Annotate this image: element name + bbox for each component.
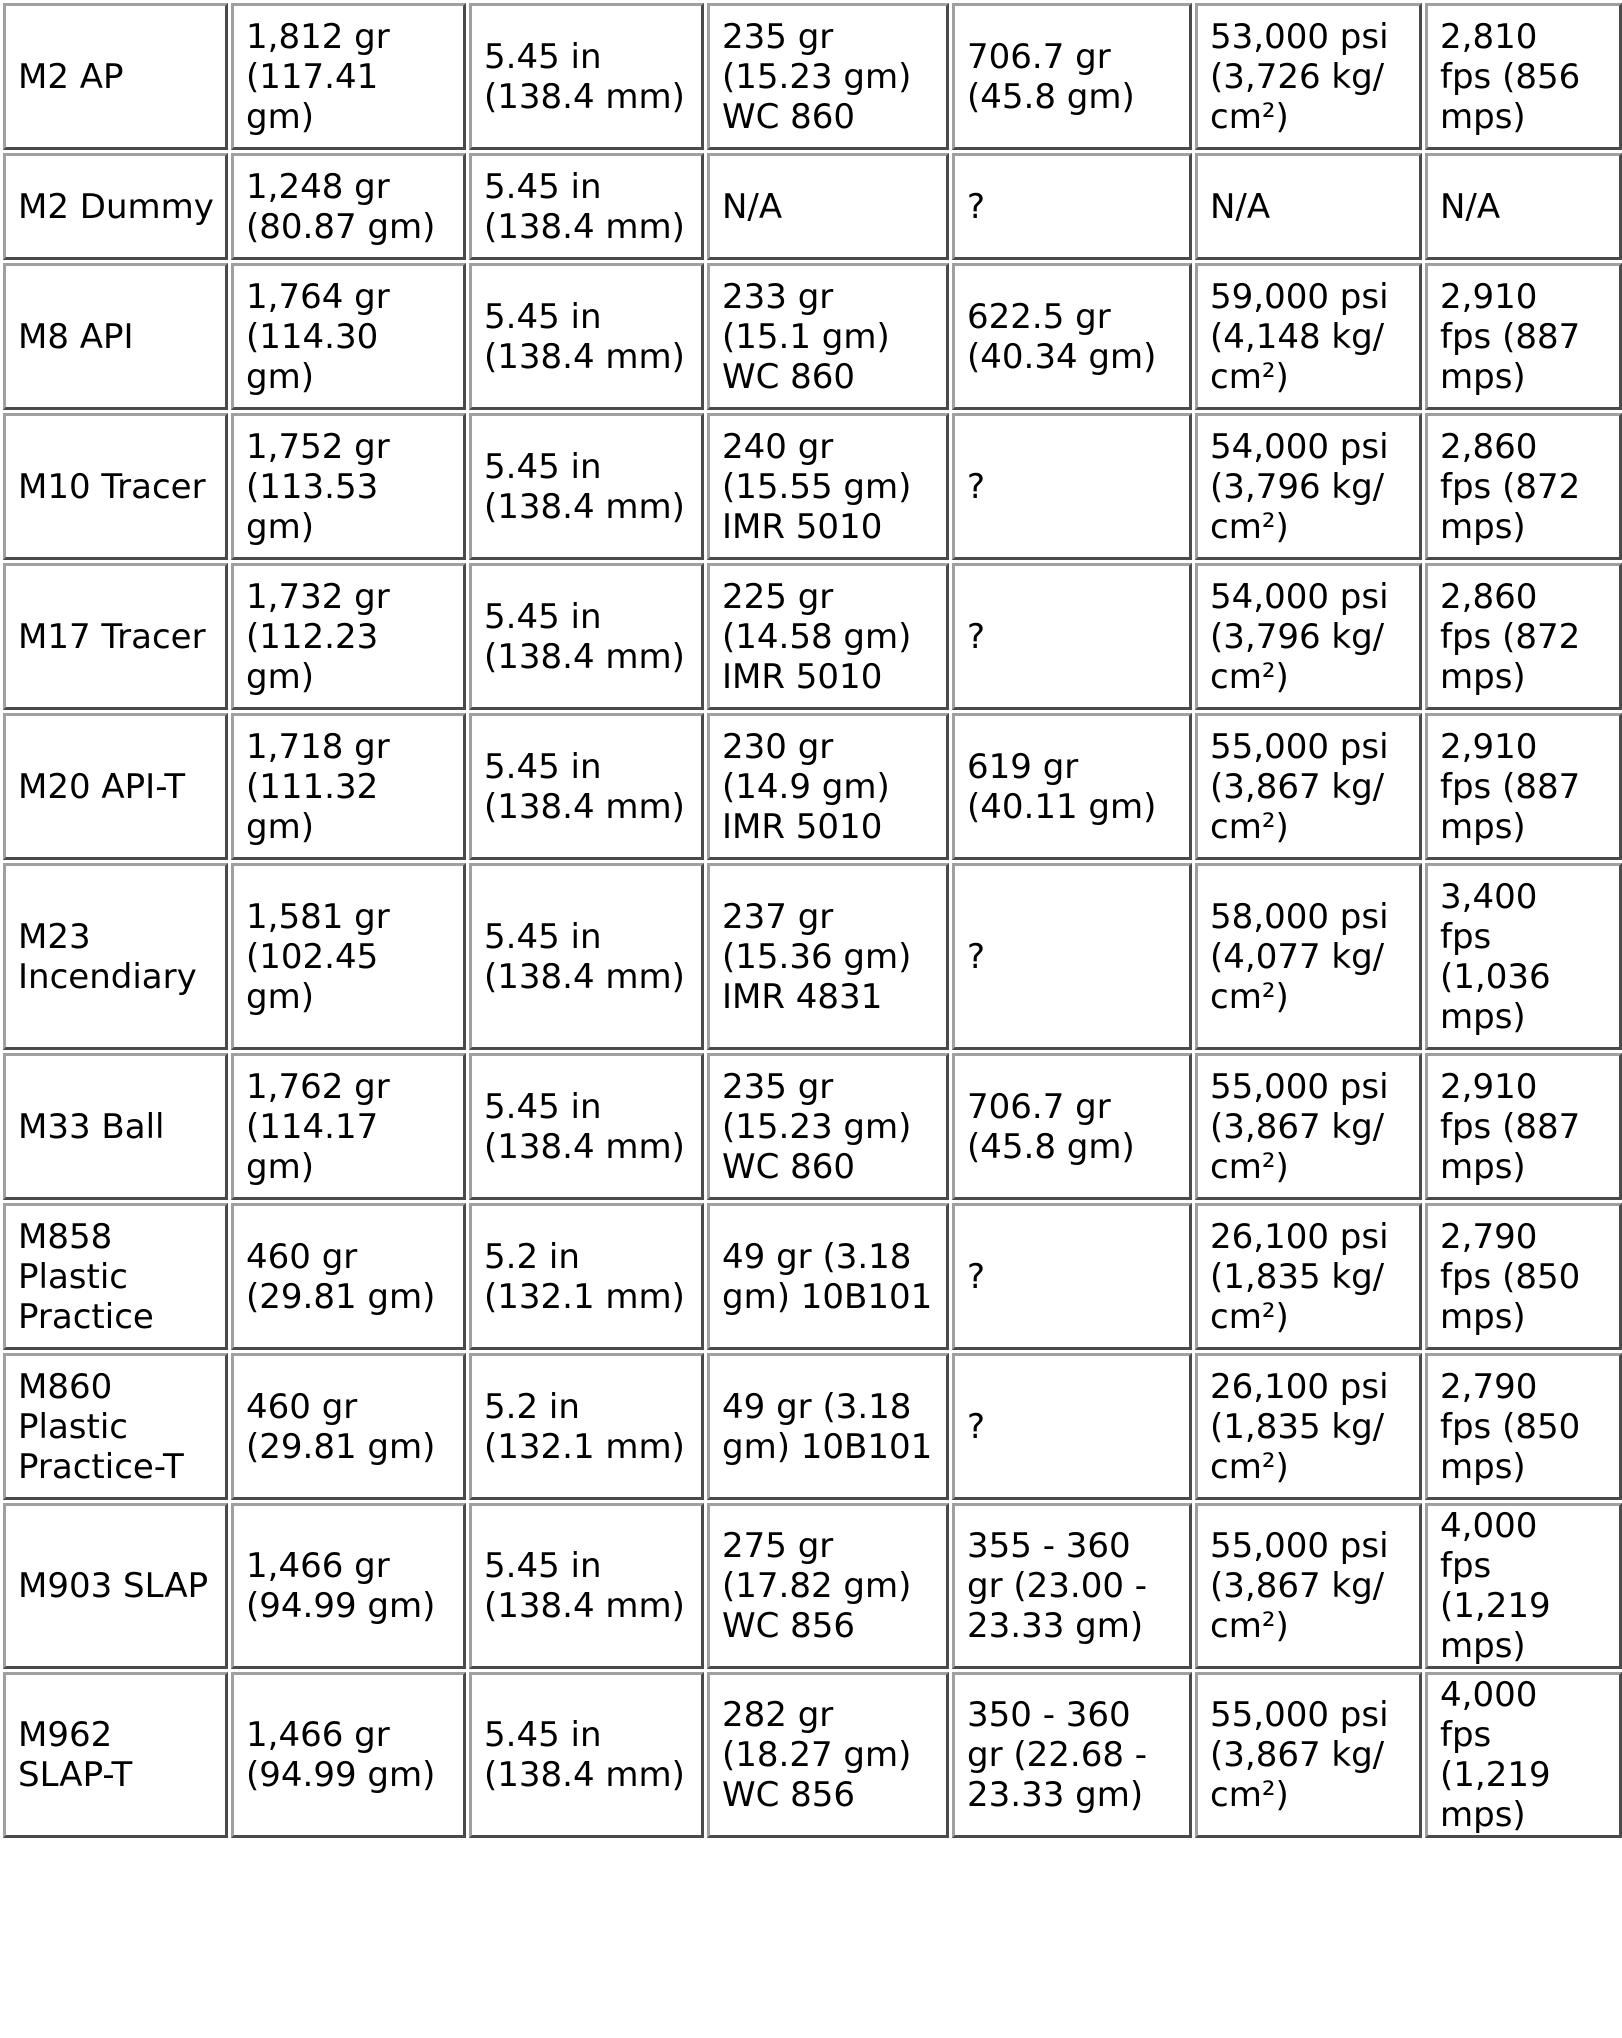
velocity-cell: 2,790 fps (850 mps) xyxy=(1425,1203,1622,1350)
projectile-cell: 350 - 360 gr (22.68 - 23.33 gm) xyxy=(952,1672,1192,1838)
projectile-cell: 706.7 gr (45.8 gm) xyxy=(952,3,1192,150)
projectile-cell: 622.5 gr (40.34 gm) xyxy=(952,263,1192,410)
velocity-cell: 4,000 fps (1,219 mps) xyxy=(1425,1672,1622,1838)
propellant-cell: 282 gr (18.27 gm) WC 856 xyxy=(707,1672,949,1838)
projectile-cell: ? xyxy=(952,1353,1192,1500)
length-cell: 5.45 in (138.4 mm) xyxy=(469,863,704,1050)
cartridge-cell: M8 API xyxy=(3,263,228,410)
weight-cell: 1,752 gr (113.53 gm) xyxy=(231,413,466,560)
projectile-cell: ? xyxy=(952,563,1192,710)
cartridge-cell: M17 Tracer xyxy=(3,563,228,710)
weight-cell: 1,718 gr (111.32 gm) xyxy=(231,713,466,860)
pressure-cell: 55,000 psi (3,867 kg/ cm²) xyxy=(1195,713,1422,860)
length-cell: 5.45 in (138.4 mm) xyxy=(469,1672,704,1838)
projectile-cell: 706.7 gr (45.8 gm) xyxy=(952,1053,1192,1200)
table-body xyxy=(3,3,1622,1838)
table-row xyxy=(3,1353,1622,1500)
propellant-cell: 275 gr (17.82 gm) WC 856 xyxy=(707,1503,949,1669)
pressure-cell: 53,000 psi (3,726 kg/ cm²) xyxy=(1195,3,1422,150)
length-cell: 5.45 in (138.4 mm) xyxy=(469,263,704,410)
projectile-cell: ? xyxy=(952,863,1192,1050)
pressure-cell: N/A xyxy=(1195,153,1422,260)
projectile-cell: 619 gr (40.11 gm) xyxy=(952,713,1192,860)
length-cell: 5.45 in (138.4 mm) xyxy=(469,563,704,710)
cartridge-cell: M860 Plastic Practice-T xyxy=(3,1353,228,1500)
length-cell: 5.45 in (138.4 mm) xyxy=(469,1053,704,1200)
length-cell: 5.45 in (138.4 mm) xyxy=(469,1503,704,1669)
cartridge-cell: M2 AP xyxy=(3,3,228,150)
velocity-cell: 2,910 fps (887 mps) xyxy=(1425,1053,1622,1200)
pressure-cell: 55,000 psi (3,867 kg/ cm²) xyxy=(1195,1503,1422,1669)
length-cell: 5.2 in (132.1 mm) xyxy=(469,1203,704,1350)
propellant-cell: 225 gr (14.58 gm) IMR 5010 xyxy=(707,563,949,710)
table-row xyxy=(3,3,1622,150)
propellant-cell: 237 gr (15.36 gm) IMR 4831 xyxy=(707,863,949,1050)
propellant-cell: 233 gr (15.1 gm) WC 860 xyxy=(707,263,949,410)
cartridge-cell: M2 Dummy xyxy=(3,153,228,260)
projectile-cell: ? xyxy=(952,1203,1192,1350)
pressure-cell: 58,000 psi (4,077 kg/ cm²) xyxy=(1195,863,1422,1050)
projectile-cell: 355 - 360 gr (23.00 - 23.33 gm) xyxy=(952,1503,1192,1669)
pressure-cell: 55,000 psi (3,867 kg/ cm²) xyxy=(1195,1672,1422,1838)
cartridge-cell: M20 API-T xyxy=(3,713,228,860)
weight-cell: 1,248 gr (80.87 gm) xyxy=(231,153,466,260)
propellant-cell: 240 gr (15.55 gm) IMR 5010 xyxy=(707,413,949,560)
length-cell: 5.45 in (138.4 mm) xyxy=(469,3,704,150)
pressure-cell: 55,000 psi (3,867 kg/ cm²) xyxy=(1195,1053,1422,1200)
velocity-cell: 2,860 fps (872 mps) xyxy=(1425,413,1622,560)
cartridge-cell: M962 SLAP-T xyxy=(3,1672,228,1838)
length-cell: 5.45 in (138.4 mm) xyxy=(469,153,704,260)
velocity-cell: 2,860 fps (872 mps) xyxy=(1425,563,1622,710)
length-cell: 5.45 in (138.4 mm) xyxy=(469,713,704,860)
table-row xyxy=(3,263,1622,410)
cartridge-cell: M23 Incendiary xyxy=(3,863,228,1050)
weight-cell: 1,812 gr (117.41 gm) xyxy=(231,3,466,150)
pressure-cell: 26,100 psi (1,835 kg/ cm²) xyxy=(1195,1353,1422,1500)
cartridge-cell: M903 SLAP xyxy=(3,1503,228,1669)
velocity-cell: 2,910 fps (887 mps) xyxy=(1425,713,1622,860)
propellant-cell: 230 gr (14.9 gm) IMR 5010 xyxy=(707,713,949,860)
table-row xyxy=(3,1672,1622,1838)
weight-cell: 1,732 gr (112.23 gm) xyxy=(231,563,466,710)
velocity-cell: 4,000 fps (1,219 mps) xyxy=(1425,1503,1622,1669)
pressure-cell: 59,000 psi (4,148 kg/ cm²) xyxy=(1195,263,1422,410)
projectile-cell: ? xyxy=(952,413,1192,560)
propellant-cell: 49 gr (3.18 gm) 10B101 xyxy=(707,1203,949,1350)
velocity-cell: 3,400 fps (1,036 mps) xyxy=(1425,863,1622,1050)
cartridge-cell: M858 Plastic Practice xyxy=(3,1203,228,1350)
velocity-cell: 2,790 fps (850 mps) xyxy=(1425,1353,1622,1500)
table-row xyxy=(3,713,1622,860)
pressure-cell: 54,000 psi (3,796 kg/ cm²) xyxy=(1195,413,1422,560)
pressure-cell: 54,000 psi (3,796 kg/ cm²) xyxy=(1195,563,1422,710)
length-cell: 5.45 in (138.4 mm) xyxy=(469,413,704,560)
velocity-cell: 2,810 fps (856 mps) xyxy=(1425,3,1622,150)
table-row xyxy=(3,153,1622,260)
weight-cell: 1,764 gr (114.30 gm) xyxy=(231,263,466,410)
velocity-cell: 2,910 fps (887 mps) xyxy=(1425,263,1622,410)
table-row xyxy=(3,1503,1622,1669)
weight-cell: 1,762 gr (114.17 gm) xyxy=(231,1053,466,1200)
length-cell: 5.2 in (132.1 mm) xyxy=(469,1353,704,1500)
propellant-cell: 49 gr (3.18 gm) 10B101 xyxy=(707,1353,949,1500)
propellant-cell: 235 gr (15.23 gm) WC 860 xyxy=(707,3,949,150)
propellant-cell: 235 gr (15.23 gm) WC 860 xyxy=(707,1053,949,1200)
cartridge-cell: M33 Ball xyxy=(3,1053,228,1200)
projectile-cell: ? xyxy=(952,153,1192,260)
pressure-cell: 26,100 psi (1,835 kg/ cm²) xyxy=(1195,1203,1422,1350)
weight-cell: 1,581 gr (102.45 gm) xyxy=(231,863,466,1050)
weight-cell: 460 gr (29.81 gm) xyxy=(231,1353,466,1500)
velocity-cell: N/A xyxy=(1425,153,1622,260)
propellant-cell: N/A xyxy=(707,153,949,260)
cartridge-cell: M10 Tracer xyxy=(3,413,228,560)
weight-cell: 460 gr (29.81 gm) xyxy=(231,1203,466,1350)
table-row xyxy=(3,413,1622,560)
table-row xyxy=(3,863,1622,1050)
table-row xyxy=(3,1053,1622,1200)
weight-cell: 1,466 gr (94.99 gm) xyxy=(231,1503,466,1669)
weight-cell: 1,466 gr (94.99 gm) xyxy=(231,1672,466,1838)
table-row xyxy=(3,1203,1622,1350)
table-row xyxy=(3,563,1622,710)
